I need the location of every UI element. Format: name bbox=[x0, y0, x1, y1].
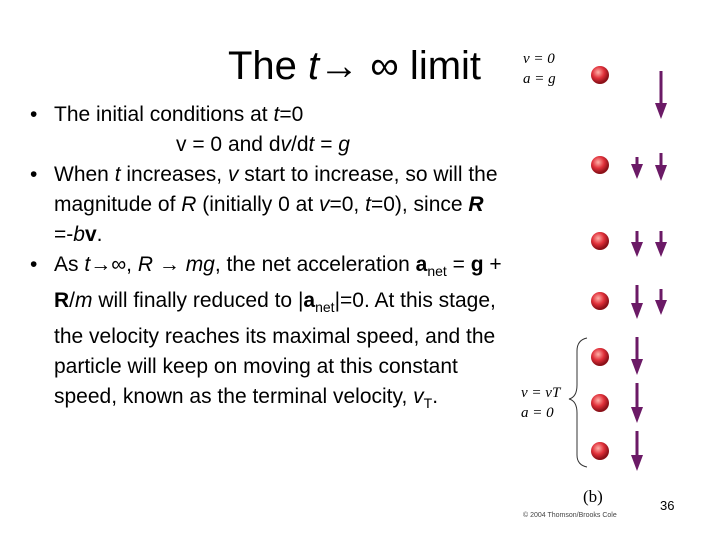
velocity-arrow-7 bbox=[631, 431, 643, 471]
velocity-arrow-1 bbox=[655, 71, 667, 119]
bullet-list bbox=[28, 100, 508, 418]
ball-6 bbox=[591, 394, 609, 412]
bullet-velocity-increase: • When t increases, v start to increase, so will the magnitude of R (initially 0 at v=0, t=0), since R =-bv. bbox=[30, 163, 498, 246]
terminal-velocity-brace bbox=[569, 338, 587, 467]
velocity-arrow-4a bbox=[631, 285, 643, 319]
ball-4 bbox=[591, 292, 609, 310]
terminal-velocity-label: v = vT bbox=[521, 385, 561, 401]
ball-5 bbox=[591, 348, 609, 366]
velocity-arrow-3b bbox=[655, 231, 667, 257]
ball-7 bbox=[591, 442, 609, 460]
falling-particle-figure bbox=[515, 45, 695, 525]
velocity-arrow-3a bbox=[631, 231, 643, 257]
initial-conditions-equation: v = 0 and dv/dt = g bbox=[176, 133, 350, 156]
bullet-terminal-velocity: • As t→∞, R → mg, the net acceleration $a_{net} = g + R/m$ will finally reduced to $|a_{net}|=0$. At this stage, the velocity reaches its maximal speed, and the particle will keep on moving at this constant speed, known as the terminal velocity, $v_T$. bbox=[30, 253, 502, 411]
ball-3 bbox=[591, 232, 609, 250]
terminal-acceleration-label: a = 0 bbox=[521, 405, 554, 421]
slide-title: The t→ ∞ limit bbox=[228, 44, 482, 88]
velocity-arrow-4b bbox=[655, 289, 667, 315]
initial-velocity-label: v = 0 bbox=[523, 51, 555, 67]
initial-acceleration-label: a = g bbox=[523, 71, 556, 87]
copyright-notice: © 2004 Thomson/Brooks Cole bbox=[523, 512, 617, 519]
bullet-initial-conditions: • The initial conditions at t=0 bbox=[30, 103, 304, 126]
velocity-arrow-2a bbox=[631, 157, 643, 179]
falling-particle-diagram bbox=[515, 45, 695, 525]
velocity-arrow-6 bbox=[631, 383, 643, 423]
ball-2 bbox=[591, 156, 609, 174]
page-number: 36 bbox=[660, 498, 675, 513]
ball-1 bbox=[591, 66, 609, 84]
figure-caption: (b) bbox=[583, 487, 603, 506]
velocity-arrow-5 bbox=[631, 337, 643, 375]
velocity-arrow-2b bbox=[655, 153, 667, 181]
